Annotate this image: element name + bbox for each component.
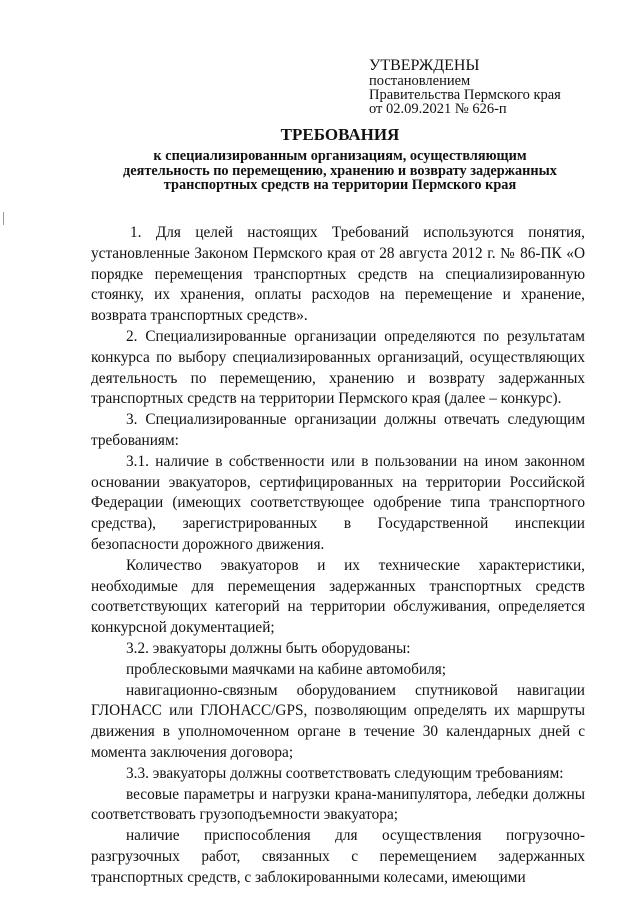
approval-line: Правительства Пермского края [369, 87, 561, 103]
paragraph: 1. Для целей настоящих Требований используются понятия, установленные Законом Пермского края от 28 августа 2012 г. № 86-ПК «О порядке перемещения транспортных средств на специализированную стоянку, их хранения, оплаты расходов на перемещение и хранение, возврата транспортных средств». [91, 224, 585, 325]
paragraph: весовые параметры и нагрузки крана-манипулятора, лебедки должны соответствовать грузоподъемности эвакуатора; [91, 785, 585, 824]
subtitle-line: деятельность по перемещению, хранению и возврату задержанных [123, 162, 557, 179]
subtitle-line: к специализированным организациям, осуществляющим [153, 148, 527, 164]
paragraph: 2. Специализированные организации определяются по результатам конкурса по выбору специализированных организаций, осуществляющих деятельность по перемещению, хранению и возврату задержанных транспортных средств на территории Пермского края (далее – конкурс). [91, 327, 585, 408]
approval-line: постановлением [369, 73, 471, 89]
paragraph: наличие приспособления для осуществления погрузочно-разгрузочных работ, связанных с перемещением задержанных транспортных средств, с заблокированными колесами, имеющими [91, 827, 585, 886]
approval-line: от 02.09.2021 № 626-п [369, 101, 507, 117]
paragraph: Количество эвакуаторов и их технические характеристики, необходимые для перемещения задержанных транспортных средств соответствующих категорий на территории обслуживания, определяется конкурсной документацией; [91, 556, 585, 637]
approval-stamp [369, 58, 629, 116]
paragraph: 3.2. эвакуаторы должны быть оборудованы: [126, 639, 411, 657]
paragraph: навигационно-связным оборудованием спутниковой навигации ГЛОНАСС или ГЛОНАСС/GPS, позволяющим определять их маршруты движения в уполномоченном органе в течение 30 календарных дней с момента заключения договора; [91, 681, 585, 761]
paragraph: 3.1. наличие в собственности или в пользовании на ином законном основании эвакуаторов, сертифицированных на территории Российской Федерации (имеющих соответствующее одобрение типа транспортного средства), зарегистрированных в Государственной инспекции безопасности дорожного движения. [91, 452, 585, 553]
document-subtitle [95, 149, 585, 193]
subtitle-line: транспортных средств на территории Пермского края [163, 177, 517, 193]
paragraph: проблесковыми маячками на кабине автомобиля; [126, 660, 446, 678]
paragraph: 3. Специализированные организации должны отвечать следующим требованиям: [91, 411, 585, 449]
document-title: ТРЕБОВАНИЯ [280, 125, 400, 144]
paragraph: 3.3. эвакуаторы должны соответствовать следующим требованиям: [126, 764, 564, 782]
scan-margin-mark [3, 212, 4, 225]
approval-heading: УТВЕРЖДЕНЫ [369, 57, 480, 74]
document-body [91, 223, 585, 889]
